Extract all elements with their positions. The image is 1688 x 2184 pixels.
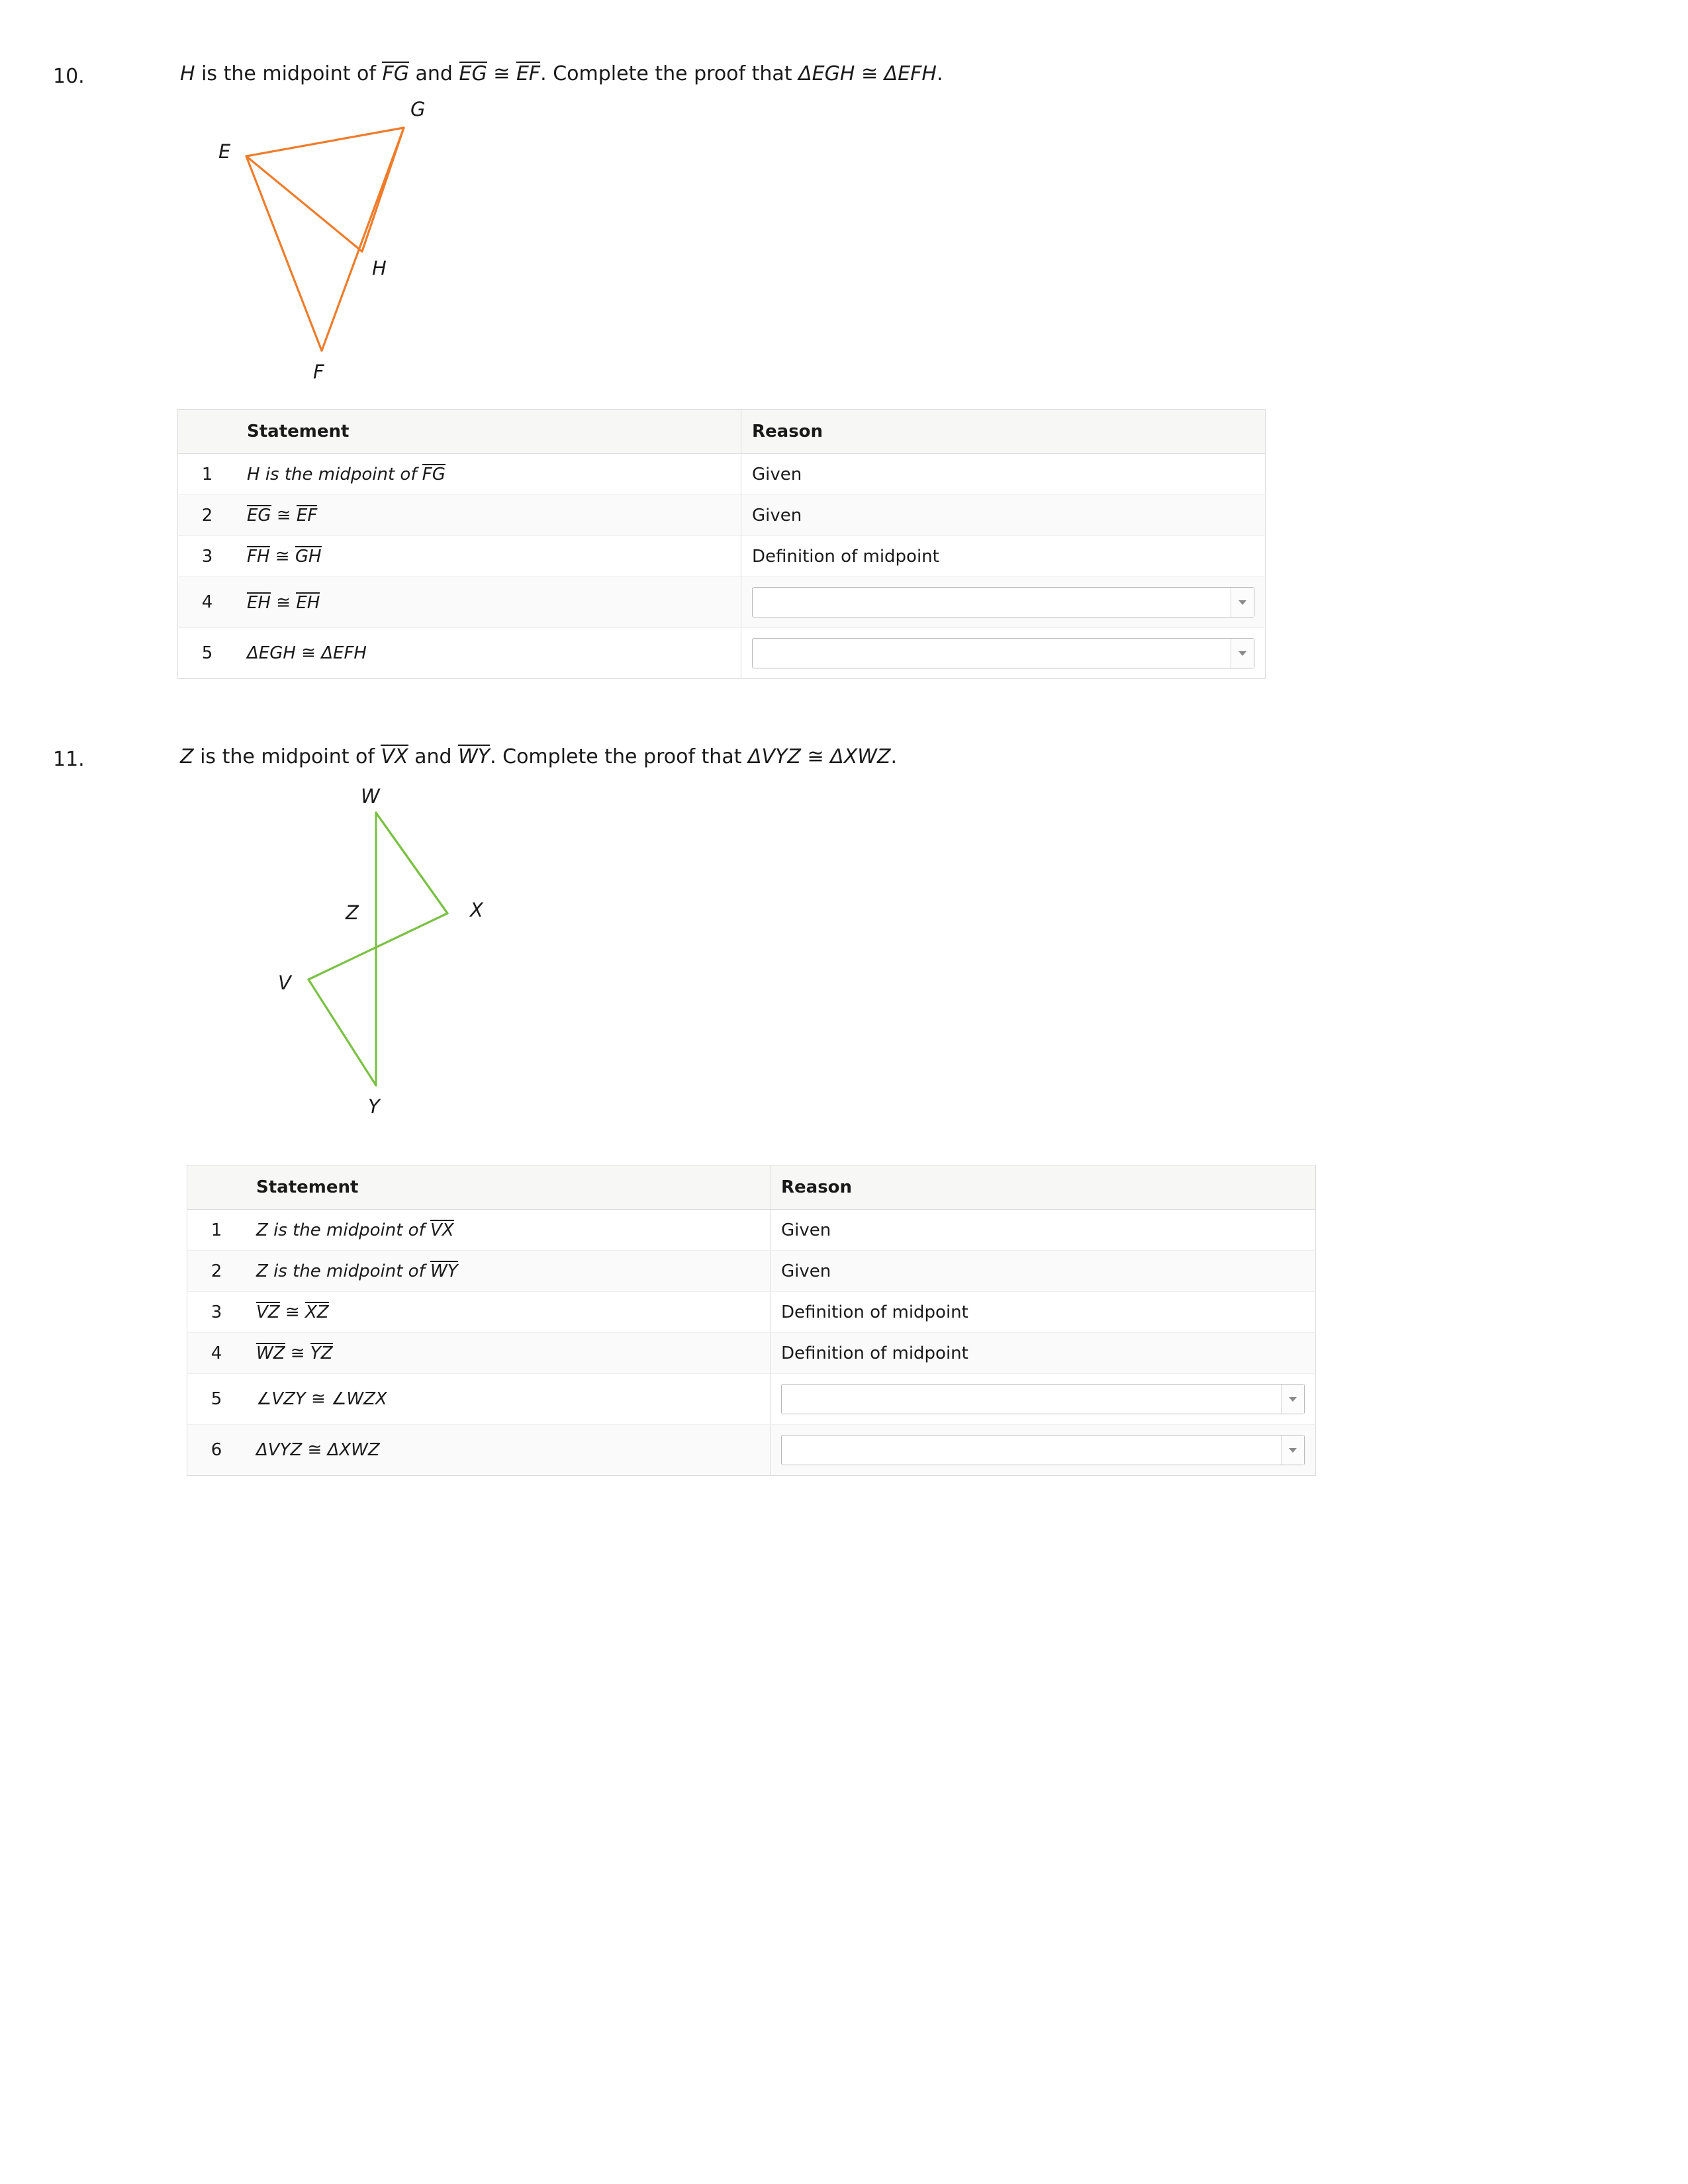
- header-reason: Reason: [771, 1165, 1316, 1210]
- prompt-text-1: is the midpoint of: [195, 62, 383, 85]
- prompt-text-3: . Complete the proof that: [540, 62, 799, 85]
- prompt-congruent-2: ≅: [861, 62, 878, 85]
- problem-10-prompt: [180, 61, 943, 88]
- prompt-text-4: .: [936, 62, 943, 85]
- problem-10-number: 10.: [53, 65, 85, 88]
- row-reason: Given: [741, 495, 1266, 536]
- prompt-text-3: . Complete the proof that: [490, 745, 749, 768]
- row-reason: [771, 1374, 1316, 1425]
- prompt-congruent-2: ≅: [807, 745, 824, 768]
- row-reason: Given: [741, 454, 1266, 495]
- row-number: 1: [187, 1210, 246, 1251]
- prompt-text-1: is the midpoint of: [193, 745, 381, 768]
- row-statement: [236, 495, 741, 536]
- table-header-row: [187, 1165, 1316, 1210]
- problem-11-prompt: [180, 744, 897, 771]
- reason-select-row5[interactable]: [752, 638, 1254, 668]
- prompt-triangle-vyz: ΔVYZ: [748, 745, 801, 768]
- statement-congruent: ≅: [285, 1302, 300, 1322]
- statement-segment-b: GH: [295, 547, 322, 567]
- row-number: 1: [178, 454, 237, 495]
- problem-10-figure: [185, 98, 530, 390]
- statement-segment-b: XZ: [305, 1302, 329, 1322]
- statement-segment-a: WZ: [256, 1343, 285, 1363]
- table-row: [187, 1251, 1316, 1292]
- row-number: 2: [178, 495, 237, 536]
- prompt-var-z: Z: [180, 745, 194, 768]
- figure-label-y: Y: [368, 1095, 380, 1118]
- statement-segment-b: YZ: [310, 1343, 333, 1363]
- prompt-congruent-1: ≅: [493, 62, 510, 85]
- statement-segment-a: VZ: [256, 1302, 280, 1322]
- table-row: [187, 1374, 1316, 1425]
- header-blank: [178, 410, 237, 454]
- table-row: [178, 577, 1266, 628]
- row-number: 5: [187, 1374, 246, 1425]
- table-row: [178, 495, 1266, 536]
- reason-select-row6[interactable]: [781, 1435, 1305, 1465]
- problem-11-proof-table: [187, 1165, 1316, 1476]
- prompt-triangle-xwz: ΔXWZ: [830, 745, 891, 768]
- row-number: 4: [187, 1333, 246, 1374]
- triangle-diagram-egh: [185, 106, 530, 390]
- row-reason: [741, 628, 1266, 679]
- row-number: 3: [187, 1292, 246, 1333]
- row-reason: Definition of midpoint: [771, 1333, 1316, 1374]
- prompt-text-2: and: [408, 62, 459, 85]
- statement-segment-a: EH: [247, 592, 271, 613]
- prompt-var-h: H: [180, 62, 195, 85]
- row-reason: Definition of midpoint: [771, 1292, 1316, 1333]
- prompt-segment-eg: EG: [459, 62, 487, 85]
- chevron-down-icon[interactable]: [1281, 1435, 1304, 1465]
- header-blank: [187, 1165, 246, 1210]
- table-row: [178, 536, 1266, 577]
- prompt-segment-wy: WY: [458, 745, 491, 768]
- figure-label-f: F: [313, 361, 324, 383]
- row-number: 2: [187, 1251, 246, 1292]
- row-statement: [236, 577, 741, 628]
- figure-label-x: X: [470, 899, 483, 921]
- row-reason: Given: [771, 1210, 1316, 1251]
- row-reason: Given: [771, 1251, 1316, 1292]
- figure-label-h: H: [372, 257, 387, 279]
- statement-text: H is the midpoint of: [247, 465, 422, 484]
- reason-select-row4[interactable]: [752, 587, 1254, 617]
- chevron-down-icon[interactable]: [1281, 1385, 1304, 1414]
- table-header-row: [178, 410, 1266, 454]
- figure-label-g: G: [410, 98, 426, 120]
- row-number: 5: [201, 643, 213, 663]
- problem-10-proof-table: [177, 409, 1266, 679]
- row-statement: ΔVYZ ≅ ΔXWZ: [246, 1425, 771, 1476]
- header-reason: Reason: [741, 410, 1266, 454]
- statement-segment-a: EG: [247, 506, 271, 525]
- statement-congruent: ≅: [276, 506, 291, 525]
- chevron-down-icon[interactable]: [1231, 639, 1254, 668]
- row-number: 4: [178, 577, 237, 628]
- row-statement: [246, 1251, 771, 1292]
- statement-congruent: ≅: [275, 547, 290, 567]
- row-statement: [246, 1210, 771, 1251]
- chevron-down-icon[interactable]: [1231, 588, 1254, 617]
- prompt-segment-vx: VX: [381, 745, 408, 768]
- statement-segment: VX: [430, 1220, 454, 1240]
- statement-congruent: ≅: [276, 592, 291, 613]
- statement-segment: FG: [422, 465, 445, 484]
- row-statement: [236, 536, 741, 577]
- prompt-segment-ef: EF: [516, 62, 541, 85]
- figure-label-w: W: [361, 785, 380, 807]
- figure-label-e: E: [218, 140, 231, 163]
- statement-segment: WY: [430, 1261, 458, 1281]
- problem-11-figure: [225, 781, 596, 1138]
- prompt-triangle-egh: ΔEGH: [798, 62, 855, 85]
- row-statement: [246, 1292, 771, 1333]
- problem-11-number: 11.: [53, 748, 85, 771]
- table-row: [178, 454, 1266, 495]
- row-reason: [741, 577, 1266, 628]
- prompt-text-2: and: [408, 745, 459, 768]
- header-statement: Statement: [236, 410, 741, 454]
- statement-text: Z is the midpoint of: [256, 1261, 430, 1281]
- statement-segment-a: FH: [247, 547, 270, 567]
- row-reason: Definition of midpoint: [741, 536, 1266, 577]
- prompt-text-4: .: [890, 745, 898, 768]
- prompt-segment-fg: FG: [382, 62, 409, 85]
- statement-text: Z is the midpoint of: [256, 1220, 430, 1240]
- table-row: [178, 628, 1266, 679]
- table-row: [187, 1425, 1316, 1476]
- reason-select-row5[interactable]: [781, 1384, 1305, 1414]
- row-reason: [771, 1425, 1316, 1476]
- row-statement: [246, 1333, 771, 1374]
- figure-label-v: V: [278, 972, 291, 994]
- row-number: 3: [178, 536, 237, 577]
- statement-segment-b: EF: [296, 506, 318, 525]
- table-row: [187, 1333, 1316, 1374]
- row-statement: ΔEGH ≅ ΔEFH: [236, 628, 741, 679]
- table-row: [187, 1210, 1316, 1251]
- row-statement: ∠VZY ≅ ∠WZX: [246, 1374, 771, 1425]
- figure-label-z: Z: [346, 901, 359, 924]
- statement-segment-b: EH: [296, 592, 320, 613]
- prompt-triangle-efh: ΔEFH: [884, 62, 937, 85]
- statement-congruent: ≅: [290, 1343, 305, 1363]
- row-number: 6: [187, 1425, 246, 1476]
- row-statement: [236, 454, 741, 495]
- header-statement: Statement: [246, 1165, 771, 1210]
- bowtie-diagram-vyz-xwz: [225, 781, 596, 1138]
- table-row: [187, 1292, 1316, 1333]
